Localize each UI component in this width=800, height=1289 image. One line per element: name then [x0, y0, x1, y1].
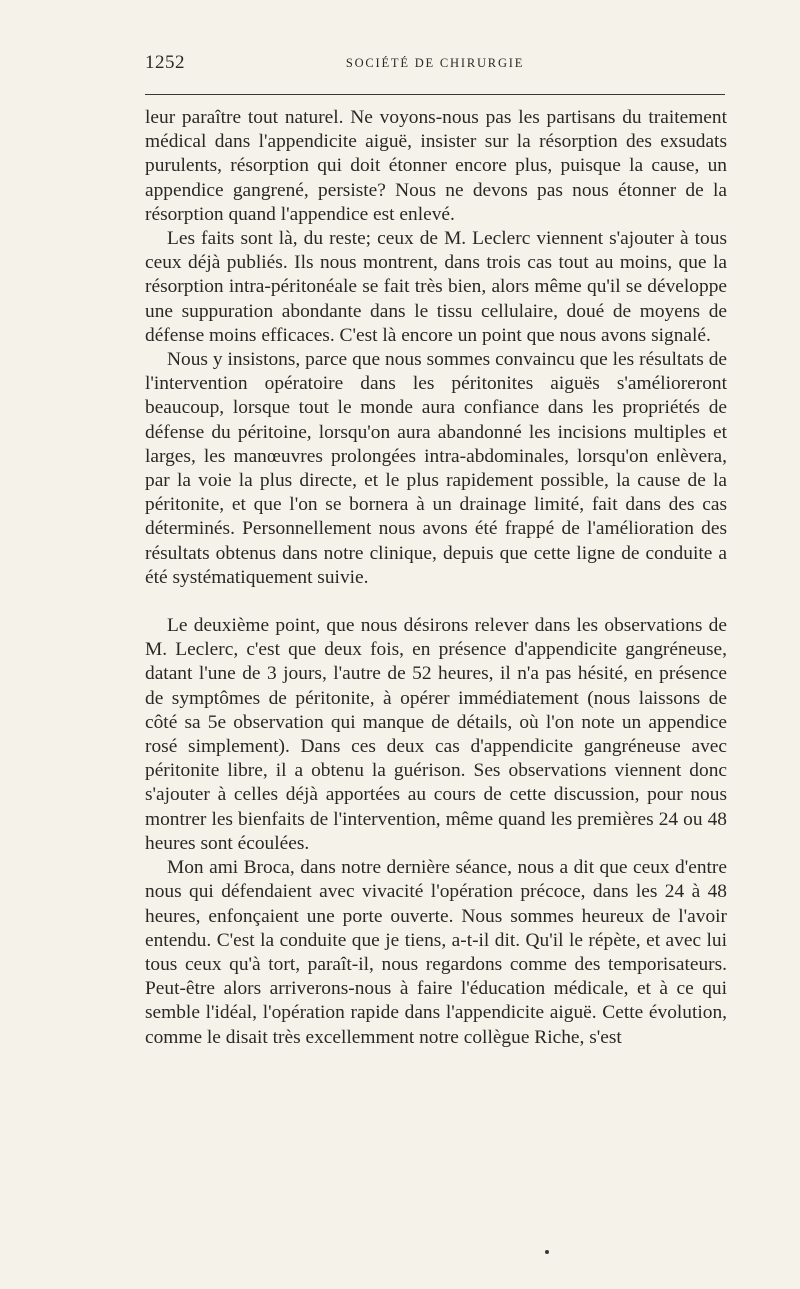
paragraph-continuation: leur paraître tout naturel. Ne voyons-nous pas les partisans du traitement médical dans l'appendicite aiguë, insister sur la résorption des exsudats purulents, résorption qui doit étonner encore plus, puisque la cause, un appendice gangrené, persiste? Nous ne devons pas nous étonner de la résorption quand l'appendice est enlevé. [145, 107, 727, 225]
running-title: SOCIÉTÉ DE CHIRURGIE [345, 56, 525, 70]
page-number: 1252 [145, 52, 185, 73]
page-header [145, 50, 725, 80]
paragraph-faits: Les faits sont là, du reste; ceux de M. Leclerc viennent s'ajouter à tous ceux déjà publiés. Ils nous montrent, dans trois cas tout au moins, que la résorption intra-péritonéale se fait très bien, alors même qu'il se développe une suppuration abondante dans le tissu cellulaire, doué de moyens de défense moins efficaces. C'est là encore un point que nous avons signalé. [145, 228, 727, 346]
body-text [145, 106, 727, 1050]
paragraph-broca: Mon ami Broca, dans notre dernière séance, nous a dit que ceux d'entre nous qui défendaient avec vivacité l'opération précoce, dans les 24 à 48 heures, enfonçaient une porte ouverte. Nous sommes heureux de l'avoir entendu. C'est la conduite que je tiens, a-t-il dit. Qu'il le répète, et avec lui tous ceux qu'à tort, paraît-il, nous regardons comme des temporisateurs. Peut-être alors arriverons-nous à faire l'éducation médicale, et à ce qui semble l'idéal, l'opération rapide dans l'appendicite aiguë. Cette évolution, comme le disait très excellemment notre collègue Riche, s'est [145, 857, 727, 1048]
paragraph-deuxieme-point: Le deuxième point, que nous désirons relever dans les observations de M. Leclerc, c'est que deux fois, en présence d'appendicite gangréneuse, datant l'une de 3 jours, l'autre de 52 heures, il n'a pas hésité, en présence de symptômes de péritonite, à opérer immédiatement (nous laissons de côté sa 5e observation qui manque de détails, où l'on note un appendice rosé simplement). Dans ces deux cas d'appendicite gangréneuse avec péritonite libre, il a obtenu la guérison. Ses observations viennent donc s'ajouter à celles déjà apportées au cours de cette discussion, pour nous montrer les bienfaits de l'intervention, même quand les premières 24 ou 48 heures sont écoulées. [145, 615, 727, 854]
paragraph-insistons: Nous y insistons, parce que nous sommes convaincu que les résultats de l'intervention opératoire dans les péritonites aiguës s'amélioreront beaucoup, lorsque tout le monde aura confiance dans les propriétés de défense du péritoine, lorsqu'on aura abandonné les incisions multiples et larges, les manœuvres prolongées intra-abdominales, lorsqu'on enlèvera, par la voie la plus directe, et le plus rapidement possible, la cause de la péritonite, et que l'on se bornera à un drainage limité, fait dans des cas déterminés. Personnellement nous avons été frappé de l'amélioration des résultats obtenus dans notre clinique, depuis que cette ligne de conduite a été systématiquement suivie. [145, 349, 727, 588]
header-rule [145, 94, 725, 95]
paper-speck [545, 1250, 549, 1254]
